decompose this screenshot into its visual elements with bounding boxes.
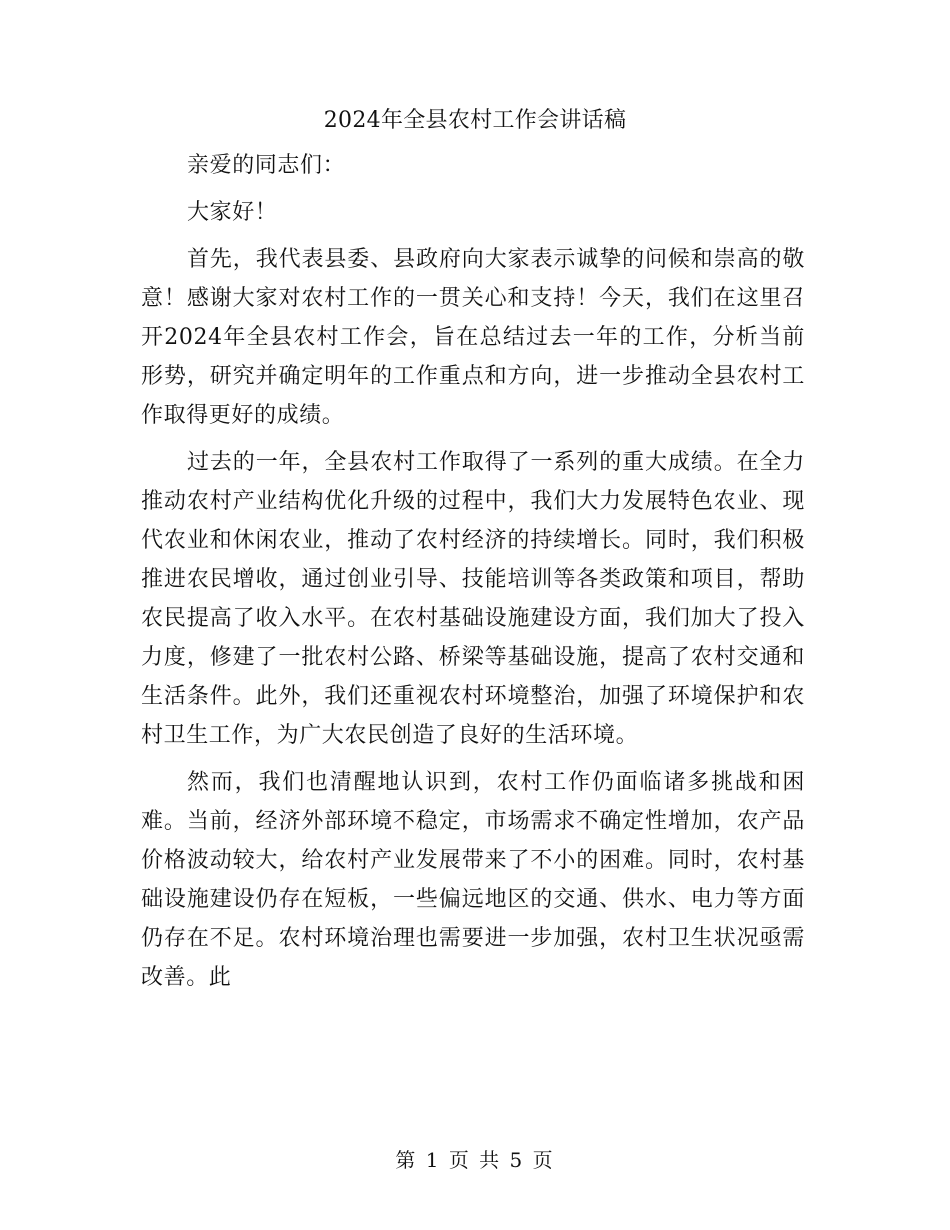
body-paragraph: 首先，我代表县委、县政府向大家表示诚挚的问候和崇高的敬意！感谢大家对农村工作的一贯关心和支持！今天，我们在这里召开2024年全县农村工作会，旨在总结过去一年的工作，分析当前形势，研究并确定明年的工作重点和方向，进一步推动全县农村工作取得更好的成绩。 (141, 247, 805, 428)
document-title: 2024年全县农村工作会讲话稿 (323, 108, 627, 133)
page-number-footer: 第 1 页 共 5 页 (395, 1148, 555, 1172)
body-paragraph: 过去的一年，全县农村工作取得了一系列的重大成绩。在全力推动农村产业结构优化升级的过程中，我们大力发展特色农业、现代农业和休闲农业，推动了农村经济的持续增长。同时，我们积极推进农民增收，通过创业引导、技能培训等各类政策和项目，帮助农民提高了收入水平。在农村基础设施建设方面，我们加大了投入力度，修建了一批农村公路、桥梁等基础设施，提高了农村交通和生活条件。此外，我们还重视农村环境整治，加强了环境保护和农村卫生工作，为广大农民创造了良好的生活环境。 (141, 450, 805, 748)
body-paragraph: 然而，我们也清醒地认识到，农村工作仍面临诸多挑战和困难。当前，经济外部环境不稳定，市场需求不确定性增加，农产品价格波动较大，给农村产业发展带来了不小的困难。同时，农村基础设施建设仍存在短板，一些偏远地区的交通、供水、电力等方面仍存在不足。农村环境治理也需要进一步加强，农村卫生状况亟需改善。此 (141, 770, 805, 990)
greeting-paragraph: 大家好！ (187, 200, 278, 225)
document-body (141, 146, 805, 1005)
salutation-paragraph: 亲爱的同志们： (187, 153, 346, 178)
